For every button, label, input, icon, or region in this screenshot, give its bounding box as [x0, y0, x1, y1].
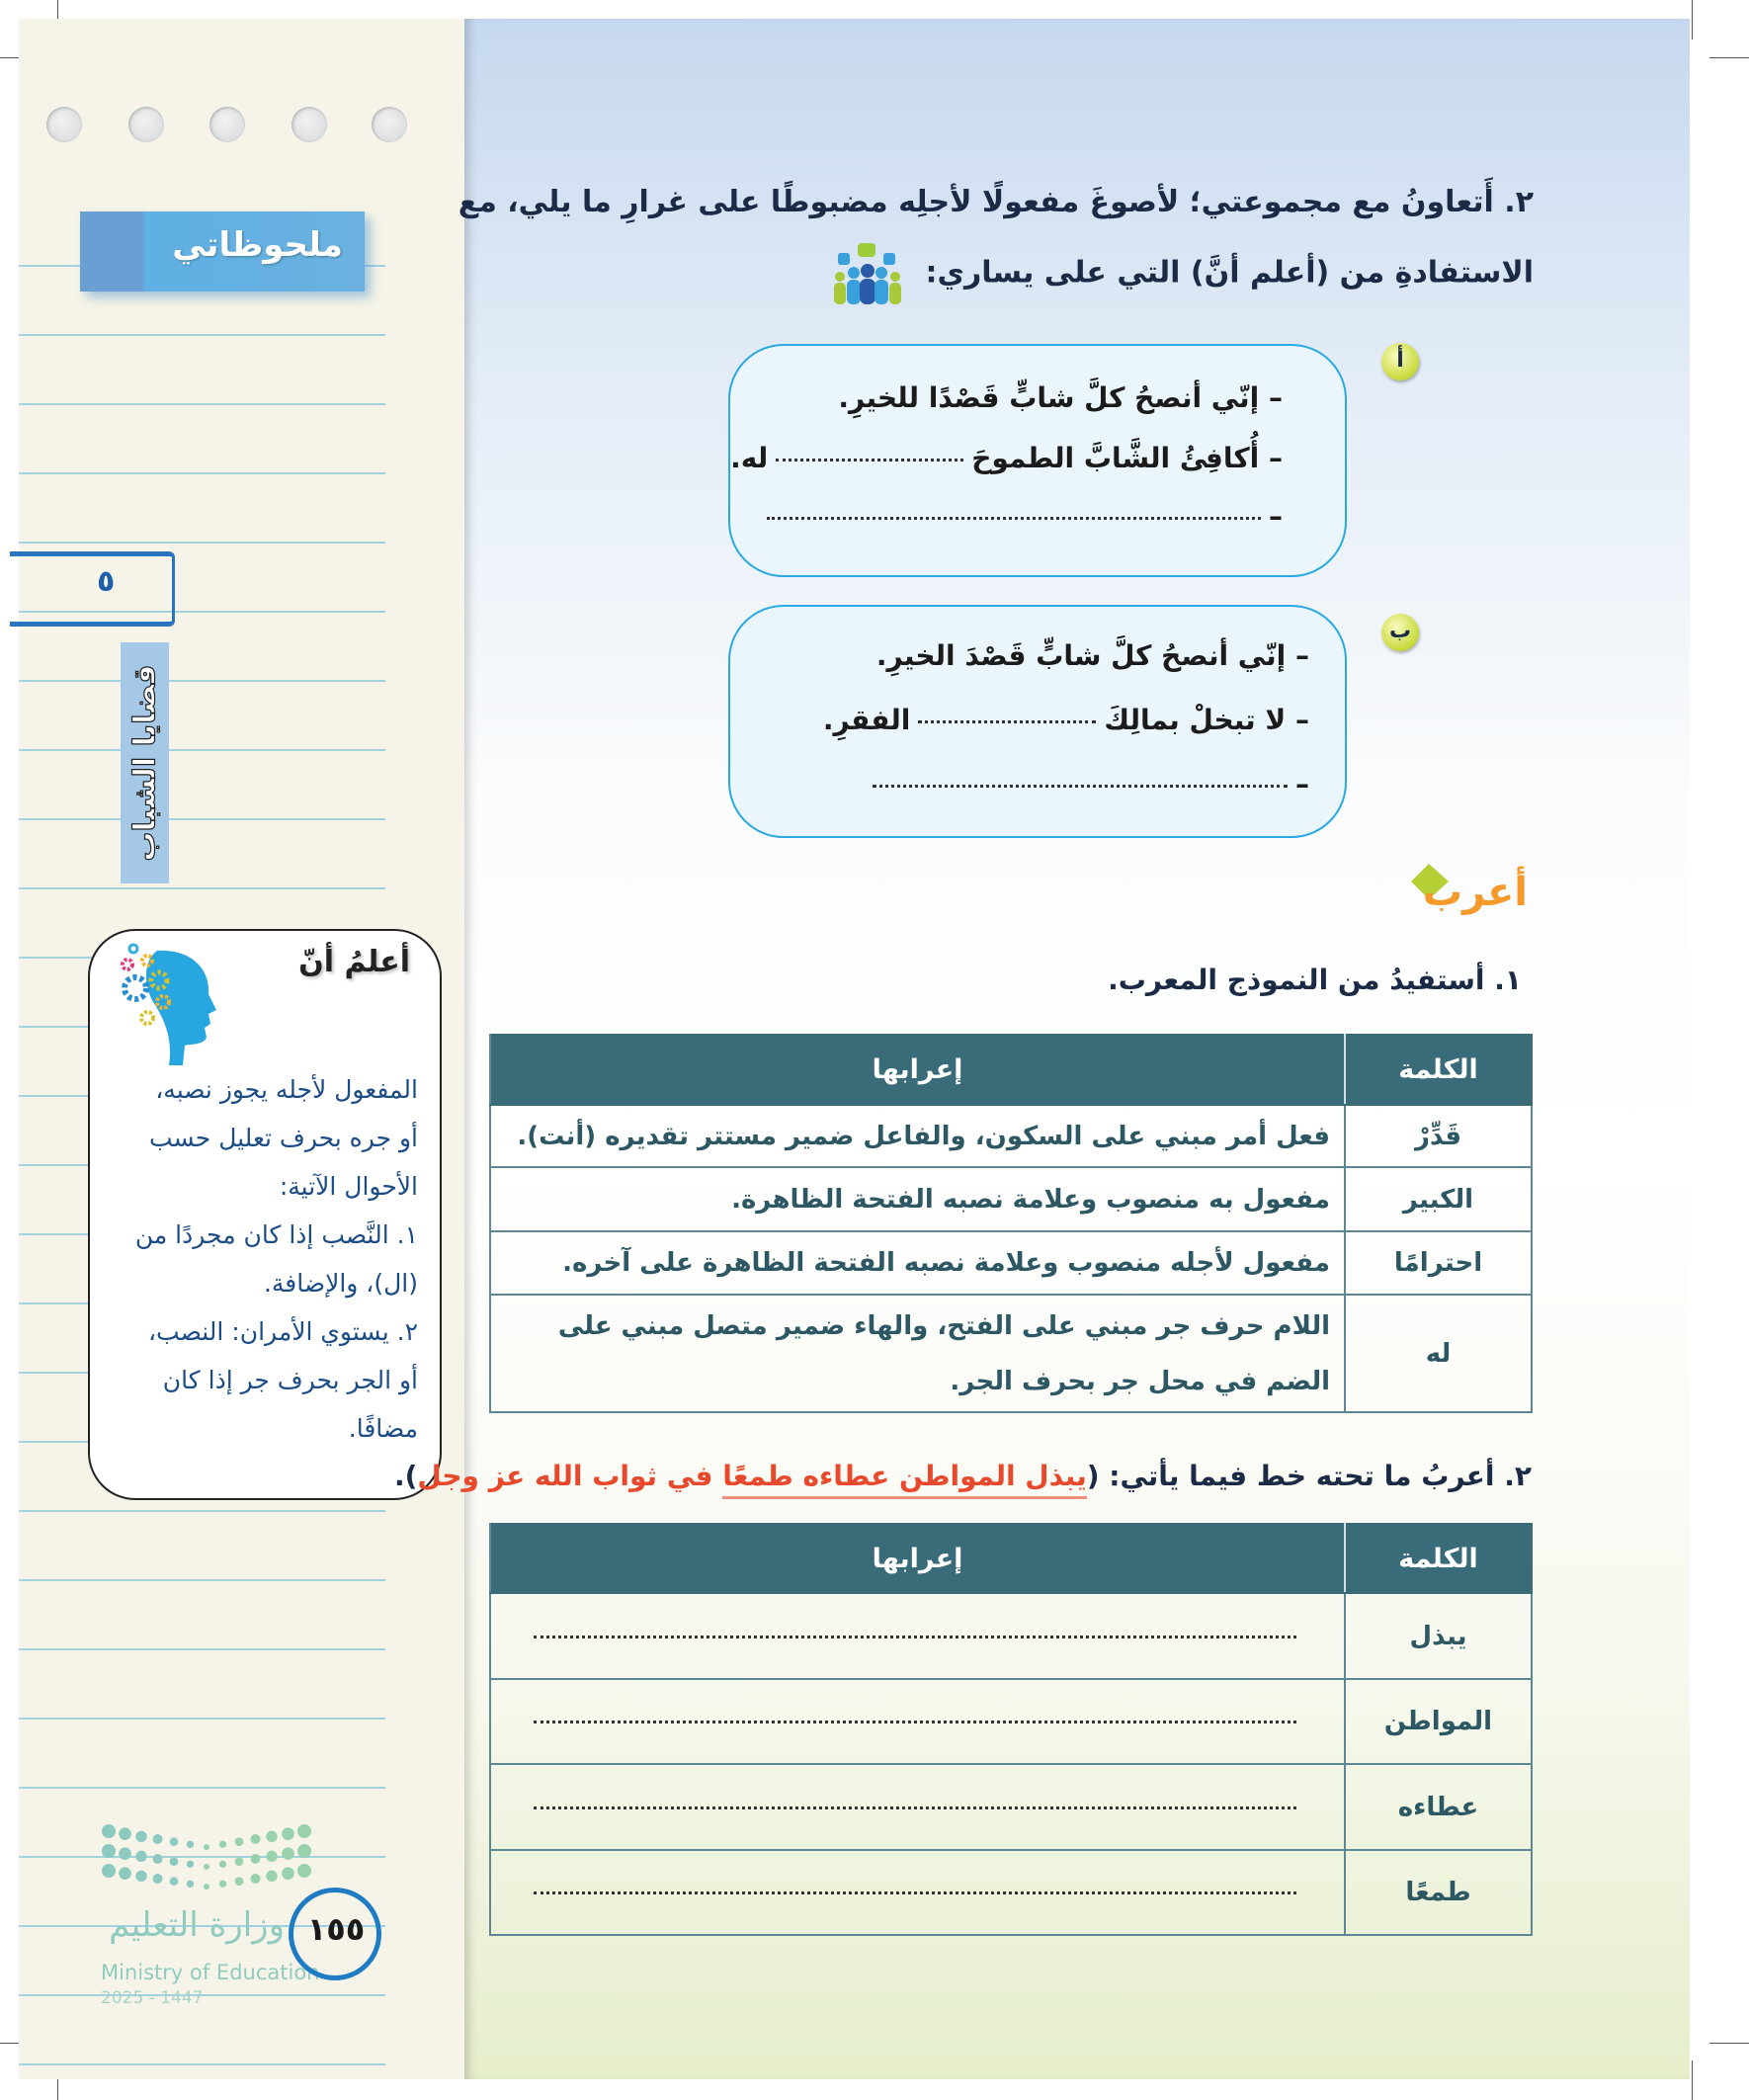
card-b-sentence-1: – إنّي أنصحُ كلَّ شابٍّ قَصْدَ الخيرِ. [875, 639, 1309, 672]
page-number: ١٥٥ [306, 1910, 366, 1948]
cell-word: عطاءه [1345, 1764, 1532, 1850]
logo-dot [297, 1824, 311, 1838]
logo-dot [297, 1864, 311, 1878]
logo-dot [119, 1847, 131, 1860]
info-box-title: أعلمُ أنّ [298, 945, 410, 979]
unit-number: ٥ [97, 564, 116, 599]
underlined-phrase: يبذل المواطن عطاءه طمعًا [722, 1460, 1086, 1499]
logo-dot [187, 1881, 194, 1888]
answer-cell[interactable] [490, 1593, 1345, 1679]
cell-word: له [1345, 1295, 1532, 1412]
answer-cell[interactable] [490, 1850, 1345, 1935]
model-parsing-table [489, 1034, 1533, 1413]
notebook-line [19, 1510, 385, 1512]
question-1: ١. أستفيدُ من النموذج المعرب. [1108, 964, 1522, 996]
answer-blank[interactable] [534, 1636, 1296, 1638]
logo-dot [102, 1864, 116, 1878]
logo-dot [170, 1857, 179, 1866]
info-line: (ال)، والإضافة. [263, 1269, 418, 1298]
parsing-exercise-table [489, 1523, 1533, 1936]
logo-dot [153, 1854, 163, 1864]
logo-dot [204, 1864, 209, 1870]
notebook-line [19, 403, 385, 405]
notebook-line [19, 542, 385, 544]
cell-word: الكبير [1345, 1167, 1532, 1231]
header-word: الكلمة [1345, 1524, 1532, 1593]
cell-parsing: مفعول به منصوب وعلامة نصبه الفتحة الظاهرة. [490, 1167, 1345, 1231]
info-line: ١. النَّصب إذا كان مجردًا من [134, 1220, 418, 1249]
logo-dot [297, 1844, 311, 1858]
answer-blank[interactable] [873, 785, 1288, 788]
notes-title: ملحوظاتي [172, 225, 343, 265]
logo-arabic: وزارة التعليم [109, 1905, 285, 1945]
notebook-line [19, 749, 385, 751]
logo-dot [170, 1837, 179, 1846]
logo-dot [235, 1857, 244, 1866]
table-row [490, 1167, 1532, 1231]
logo-dot [219, 1881, 226, 1888]
notebook-line [19, 1648, 385, 1650]
unit-title: قضايا الشباب [127, 664, 162, 862]
answer-blank[interactable] [534, 1891, 1296, 1894]
notebook-line [19, 1787, 385, 1789]
info-box [88, 929, 442, 1500]
notes-title-banner [80, 211, 365, 292]
answer-blank[interactable] [776, 459, 963, 462]
answer-blank[interactable] [534, 1721, 1296, 1723]
logo-dot [219, 1861, 226, 1868]
notebook-line [19, 334, 385, 336]
logo-dot [102, 1844, 116, 1858]
card-a-sentence-2: – أُكافِئُ الشَّابَّ الطموحَله. [730, 442, 1283, 474]
table-row [490, 1593, 1532, 1679]
notebook-line [19, 2063, 385, 2065]
item-label-b: ب [1381, 614, 1419, 651]
logo-dot [153, 1834, 163, 1844]
notebook-line [19, 1579, 385, 1581]
info-line: مضافًا. [348, 1414, 418, 1443]
logo-dot [187, 1861, 194, 1868]
logo-dot [135, 1831, 146, 1842]
cell-parsing: مفعول لأجله منصوب وعلامة نصبه الفتحة الظاهرة على آخره. [490, 1231, 1345, 1295]
logo-dot [135, 1871, 146, 1882]
cell-word: احترامًا [1345, 1231, 1532, 1295]
binder-hole-icon [372, 107, 407, 142]
card-a-sentence-3: – [759, 500, 1283, 533]
logo-year: 2025 - 1447 [101, 1988, 204, 2008]
logo-dot [266, 1871, 277, 1882]
item-label-a: أ [1381, 343, 1419, 380]
logo-dot [135, 1851, 146, 1862]
crop-mark [1692, 2060, 1693, 2100]
table-row [490, 1679, 1532, 1764]
notebook-line [19, 472, 385, 474]
info-line: أو الجر بحرف جر إذا كان [162, 1366, 418, 1394]
logo-dot [204, 1844, 209, 1850]
header-parsing: إعرابها [490, 1035, 1345, 1105]
binder-hole-icon [209, 107, 245, 142]
logo-dot [204, 1884, 209, 1890]
logo-dot [153, 1874, 163, 1884]
logo-dot [119, 1867, 131, 1880]
unit-title-tape [121, 642, 169, 883]
question-2: ٢. أعربُ ما تحته خط فيما يأتي: (يبذل المواطن عطاءه طمعًا في ثواب الله عز وجل). [394, 1459, 1532, 1494]
exercise-instruction-line2: الاستفادةِ من (أعلم أنَّ) التي على يساري: [828, 243, 1534, 304]
header-word: الكلمة [1345, 1035, 1532, 1105]
unit-number-box [10, 551, 175, 627]
info-line: ٢. يستوي الأمران: النصب، [147, 1317, 418, 1346]
group-discussion-icon [828, 243, 907, 304]
notebook-line [19, 818, 385, 820]
answer-blank[interactable] [534, 1806, 1296, 1809]
erab-heading: أعرب [1422, 870, 1528, 915]
logo-dot [170, 1877, 179, 1886]
notebook-line [19, 680, 385, 682]
binder-hole-icon [292, 107, 327, 142]
logo-dot [235, 1837, 244, 1846]
table-header-row [490, 1524, 1532, 1593]
table-row [490, 1231, 1532, 1295]
info-line: أو جره بحرف تعليل حسب [148, 1124, 418, 1152]
crop-mark [1692, 0, 1693, 40]
answer-cell[interactable] [490, 1679, 1345, 1764]
cell-word: قَدِّرْ [1345, 1105, 1532, 1167]
notebook-line [19, 1718, 385, 1720]
logo-dot [282, 1827, 294, 1840]
head-gears-icon [114, 941, 216, 1067]
logo-dot [251, 1834, 261, 1844]
logo-dot [102, 1824, 116, 1838]
info-line: الأحوال الآتية: [279, 1172, 418, 1201]
crop-mark [1709, 2043, 1749, 2044]
binder-hole-icon [46, 107, 82, 142]
logo-dot [282, 1867, 294, 1880]
logo-dot [187, 1841, 194, 1848]
card-a-sentence-1: – إنّي أنصحُ كلَّ شابٍّ قَصْدًا للخيرِ. [838, 381, 1283, 414]
logo-dot [235, 1877, 244, 1886]
header-parsing: إعرابها [490, 1524, 1345, 1593]
info-line: المفعول لأجله يجوز نصبه، [155, 1075, 418, 1104]
logo-dot [119, 1827, 131, 1840]
cell-word: يبذل [1345, 1593, 1532, 1679]
crop-mark [1709, 57, 1749, 58]
answer-blank[interactable] [767, 517, 1261, 520]
table-row [490, 1850, 1532, 1935]
table-row [490, 1295, 1532, 1412]
binder-hole-icon [128, 107, 164, 142]
exercise-instruction-line1: ٢. أَتعاونُ مع مجموعتي؛ لأصوغَ مفعولًا لأجلِه مضبوطًا على غرارِ ما يلي، مع [458, 185, 1534, 219]
card-b-sentence-3: – [865, 768, 1309, 800]
notebook-line [19, 887, 385, 889]
card-b-sentence-2: – لا تبخلْ بمالِكَالفقرِ. [822, 704, 1309, 736]
logo-dot [266, 1851, 277, 1862]
table-header-row [490, 1035, 1532, 1105]
answer-cell[interactable] [490, 1764, 1345, 1850]
ministry-logo-icon [101, 1821, 314, 1900]
cell-word: طمعًا [1345, 1850, 1532, 1935]
cell-word: المواطن [1345, 1679, 1532, 1764]
logo-dot [282, 1847, 294, 1860]
logo-dot [251, 1874, 261, 1884]
table-row [490, 1764, 1532, 1850]
logo-dot [266, 1831, 277, 1842]
cell-parsing: فعل أمر مبني على السكون، والفاعل ضمير مستتر تقديره (أنت). [490, 1105, 1345, 1167]
logo-dot [219, 1841, 226, 1848]
cell-parsing: اللام حرف جر مبني على الفتح، والهاء ضمير متصل مبني على الضم في محل جر بحرف الجر. [490, 1295, 1345, 1412]
table-row [490, 1105, 1532, 1167]
logo-english: Ministry of Education [101, 1961, 320, 1984]
logo-dot [251, 1854, 261, 1864]
answer-blank[interactable] [918, 720, 1096, 723]
